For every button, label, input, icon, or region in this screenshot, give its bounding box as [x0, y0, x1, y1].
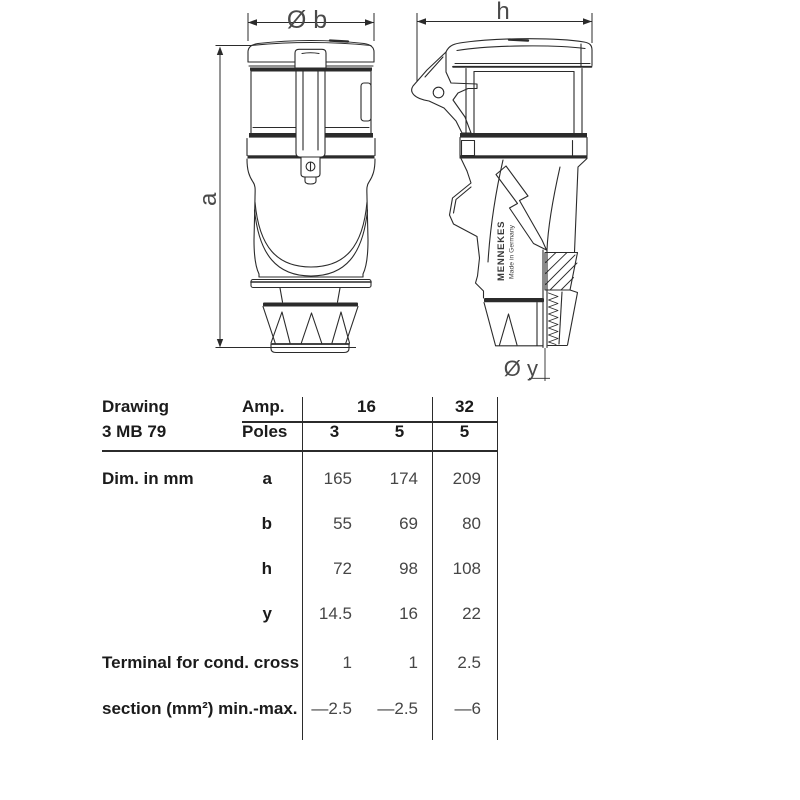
terminal-16-3: 1: [342, 653, 352, 672]
dim-label-a: a: [195, 192, 222, 206]
row-label-h: h: [261, 559, 272, 578]
row-label-b: b: [261, 514, 272, 533]
value-a-32-5: 209: [452, 469, 481, 488]
side-view: [412, 39, 592, 348]
value-b-16-5: 69: [399, 514, 418, 533]
amp-group-32: 32: [455, 397, 474, 416]
value-a-16-5: 174: [389, 469, 418, 488]
row-label-y: y: [262, 604, 272, 623]
terminal-16-5: 1: [408, 653, 418, 672]
technical-drawing: [0, 0, 800, 395]
section-16-5: —2.5: [377, 699, 418, 718]
front-view: [247, 41, 375, 353]
poles-value-2: 5: [394, 422, 405, 441]
value-b-32-5: 80: [462, 514, 481, 533]
made-in-text: Made in Germany: [508, 224, 516, 279]
section-32-5: —6: [454, 699, 481, 718]
row-label-a: a: [262, 469, 272, 488]
dim-a: [216, 46, 357, 348]
value-h-16-3: 72: [333, 559, 352, 578]
poles-value-1: 3: [329, 422, 340, 441]
terminal-label: Terminal for cond. cross: [102, 653, 300, 672]
table-vline-3: [497, 397, 499, 740]
dim-label-h: h: [496, 0, 510, 25]
drawing-label: Drawing: [102, 397, 170, 416]
section-16-3: —2.5: [311, 699, 352, 718]
dim-label-y: Ø y: [503, 356, 538, 381]
value-y-16-5: 16: [399, 604, 418, 623]
header-rule: [102, 450, 498, 452]
amp-label: Amp.: [242, 397, 285, 416]
amp-group-16: 16: [357, 397, 376, 416]
value-b-16-3: 55: [333, 514, 352, 533]
terminal-32-5: 2.5: [457, 653, 481, 672]
value-y-32-5: 22: [462, 604, 481, 623]
poles-value-3: 5: [459, 422, 470, 441]
section-label: section (mm²) min.-max.: [102, 699, 298, 718]
drawing-number: 3 MB 79: [102, 422, 167, 441]
dim-label-b: Ø b: [286, 6, 328, 34]
brand-text: MENNEKES: [496, 220, 507, 281]
value-a-16-3: 165: [323, 469, 352, 488]
value-y-16-3: 14.5: [318, 604, 352, 623]
poles-label: Poles: [242, 422, 288, 441]
value-h-16-5: 98: [399, 559, 418, 578]
dim-section-label: Dim. in mm: [102, 469, 194, 488]
value-h-32-5: 108: [452, 559, 481, 578]
